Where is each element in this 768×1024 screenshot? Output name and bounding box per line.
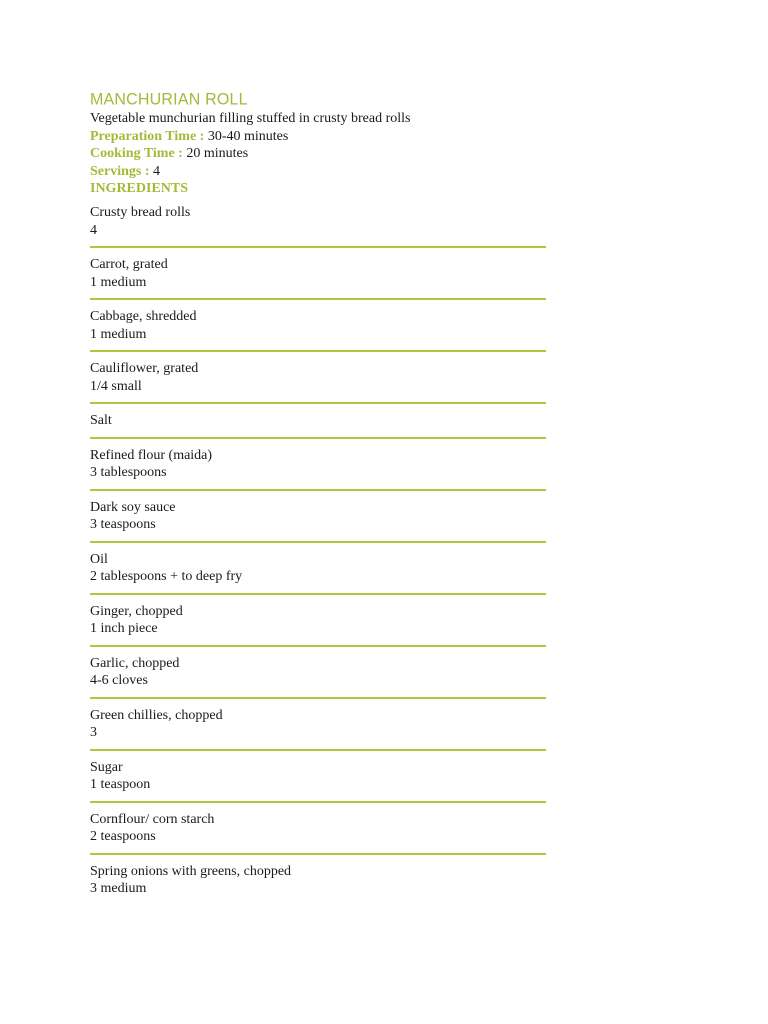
ingredient-quantity: 3 tablespoons — [90, 465, 167, 480]
ingredient-name: Spring onions with greens, chopped — [90, 863, 292, 879]
ingredient-item — [90, 360, 546, 404]
ingredient-name: Dark soy sauce — [90, 499, 176, 515]
ingredient-quantity: 4-6 cloves — [90, 673, 148, 688]
ingredient-quantity: 1 medium — [90, 326, 147, 342]
ingredient-quantity: 1/4 small — [90, 378, 142, 394]
servings-row — [90, 163, 546, 181]
servings-value: 4 — [153, 163, 160, 179]
cooking-time-row — [90, 145, 546, 163]
ingredient-quantity: 3 medium — [90, 881, 147, 896]
servings-label: Servings : — [90, 163, 150, 179]
ingredients-heading: INGREDIENTS — [90, 181, 189, 196]
preparation-time-row — [90, 128, 546, 146]
ingredient-item — [90, 551, 546, 595]
ingredient-quantity: 4 — [90, 222, 97, 238]
ingredient-item — [90, 499, 546, 543]
ingredient-item — [90, 447, 546, 491]
ingredient-quantity: 3 — [90, 725, 97, 740]
ingredient-quantity: 3 teaspoons — [90, 517, 156, 532]
ingredient-name: Sugar — [90, 759, 123, 775]
preparation-time-value: 30-40 minutes — [207, 128, 289, 144]
ingredient-quantity: 1 teaspoon — [90, 777, 151, 792]
cooking-time-value: 20 minutes — [186, 146, 249, 161]
ingredient-name: Ginger, chopped — [90, 603, 183, 619]
ingredient-name: Green chillies, chopped — [90, 707, 223, 723]
ingredient-name: Crusty bread rolls — [90, 205, 191, 220]
ingredient-name: Refined flour (maida) — [90, 447, 213, 463]
ingredient-name: Garlic, chopped — [90, 655, 180, 671]
recipe-title: MANCHURIAN ROLL — [90, 91, 248, 109]
ingredient-name: Cauliflower, grated — [90, 361, 199, 376]
ingredient-name: Cabbage, shredded — [90, 309, 197, 324]
cooking-time-label: Cooking Time : — [90, 146, 183, 161]
preparation-time-label: Preparation Time : — [90, 128, 205, 144]
ingredient-item — [90, 759, 546, 803]
ingredient-item — [90, 811, 546, 855]
ingredient-name: Cornflour/ corn starch — [90, 811, 215, 827]
ingredient-item — [90, 603, 546, 647]
recipe-subtitle: Vegetable munchurian filling stuffed in crusty bread rolls — [90, 111, 411, 126]
ingredient-item — [90, 655, 546, 699]
ingredient-quantity: 2 teaspoons — [90, 829, 156, 844]
recipe-document — [90, 90, 546, 913]
ingredient-name: Oil — [90, 551, 108, 567]
ingredient-quantity: 2 tablespoons + to deep fry — [90, 569, 243, 584]
ingredient-name: Carrot, grated — [90, 257, 168, 272]
ingredients-list — [90, 204, 546, 905]
ingredient-quantity: 1 inch piece — [90, 621, 158, 636]
ingredient-item — [90, 863, 546, 905]
ingredient-item — [90, 204, 546, 248]
ingredient-item — [90, 308, 546, 352]
ingredient-item — [90, 412, 546, 439]
ingredient-quantity: 1 medium — [90, 274, 147, 290]
ingredient-item — [90, 707, 546, 751]
ingredient-item — [90, 256, 546, 300]
ingredient-name: Salt — [90, 413, 112, 428]
